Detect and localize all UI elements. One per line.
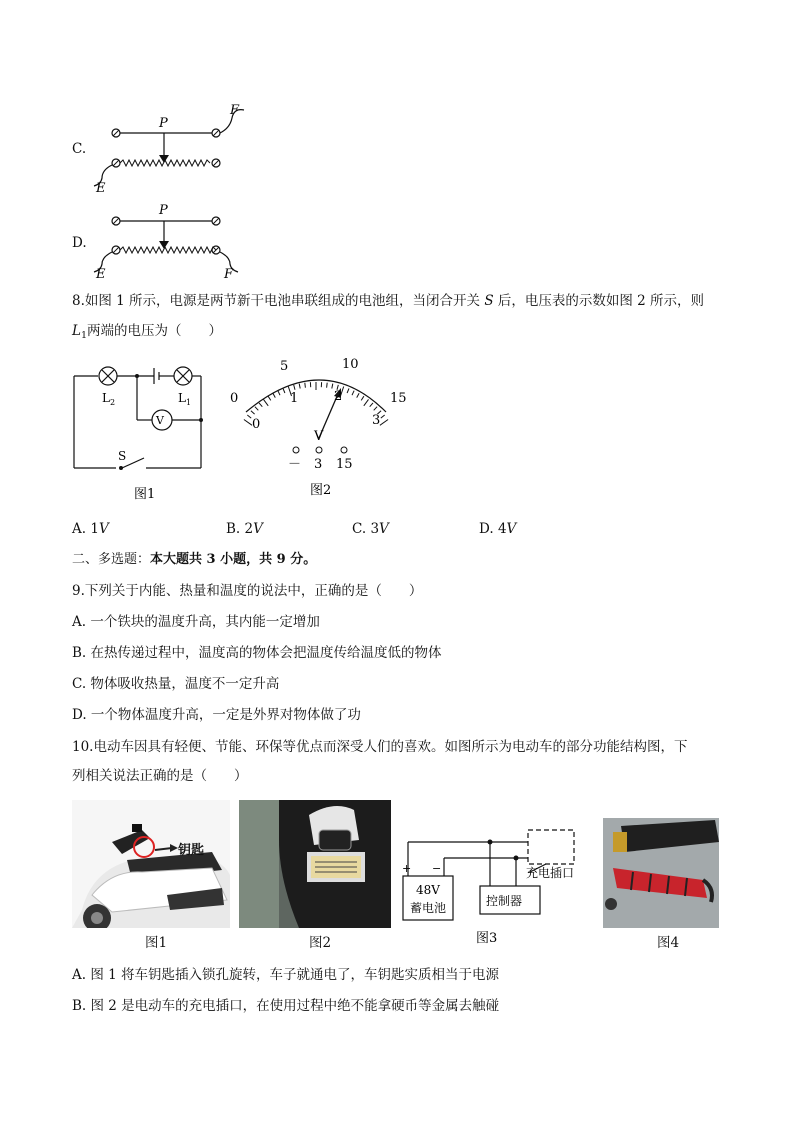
dial-tick <box>278 391 280 396</box>
dial-top-5: 5 <box>280 359 289 374</box>
terminal-minus: － <box>288 457 302 472</box>
fig1-l1-label: $L_1$ <box>178 391 192 407</box>
q8-stem-line1: 8.如图 1 所示，电源是两节新干电池串联组成的电池组，当闭合开关 S 后，电压表的示数如图 2 所示，则 <box>72 293 705 309</box>
dial-tick <box>264 399 269 405</box>
dial-tick <box>251 411 255 414</box>
dial-top-15: 15 <box>390 391 407 406</box>
q10-fig1-scooter-photo <box>72 800 230 928</box>
fig3-minus-sign: − <box>432 862 442 875</box>
dial-tick <box>247 415 251 418</box>
fig1-caption: 图1 <box>134 487 156 502</box>
q8-option-d: D. 4V <box>479 521 517 537</box>
fig1-key-label: 钥匙 <box>178 843 205 858</box>
q10-fig4-brake-handle-photo <box>603 818 719 928</box>
svg-text:E: E <box>96 267 106 282</box>
dial-bottom-3: 3 <box>372 413 381 428</box>
fig3-caption: 图3 <box>476 931 498 946</box>
dial-tick <box>259 403 262 407</box>
dial-tick <box>381 415 385 418</box>
fig3-battery-voltage: 48V <box>416 883 440 897</box>
dial-tick <box>294 385 295 390</box>
dial-top-0: 0 <box>230 391 239 406</box>
dial-tick <box>357 393 359 397</box>
dial-tick <box>273 393 275 397</box>
option-d-label: D. <box>72 235 87 251</box>
dial-tick <box>244 420 252 426</box>
terminal-3: 3 <box>314 457 323 472</box>
dial-unit: V <box>314 429 324 444</box>
dial-tick <box>283 388 285 393</box>
dial-tick <box>347 388 349 393</box>
dial-tick <box>255 407 258 411</box>
section-2-heading: 二、多选题：本大题共 3 小题，共 9 分。 <box>72 552 317 567</box>
dial-top-10: 10 <box>342 357 359 372</box>
q8-option-b: B. 2V <box>226 521 263 537</box>
q9-option-d: D. 一个物体温度升高，一定是外界对物体做了功 <box>72 707 361 723</box>
dial-tick <box>299 384 300 389</box>
option-c-rheostat-diagram <box>88 100 258 195</box>
label-e: E <box>96 181 106 195</box>
dial-tick <box>305 383 306 388</box>
fig3-charging-port-label: 充电插口 <box>526 866 575 880</box>
q9-stem: 9.下列关于内能、热量和温度的说法中，正确的是（ ） <box>72 583 423 599</box>
fig1-voltmeter-label: V <box>156 414 164 427</box>
dial-tick <box>370 403 373 407</box>
option-d-rheostat-diagram <box>88 196 258 282</box>
q9-option-c: C. 物体吸收热量，温度不一定升高 <box>72 676 280 692</box>
dial-tick <box>374 407 377 411</box>
q10-stem-line2: 列相关说法正确的是（ ） <box>72 768 248 784</box>
q9-option-a: A. 一个铁块的温度升高，其内能一定增加 <box>72 614 320 630</box>
dial-tick <box>380 420 388 426</box>
fig1-l2-label: $L_2$ <box>102 391 116 407</box>
svg-text:P: P <box>159 203 168 218</box>
q8-fig1-circuit <box>66 358 216 508</box>
terminal-15: 15 <box>336 457 353 472</box>
dial-tick <box>361 396 364 400</box>
dial-tick <box>352 391 354 396</box>
q10-option-b: B. 图 2 是电动车的充电插口，在使用过程中绝不能拿硬币等金属去触碰 <box>72 998 500 1014</box>
q10-fig4-caption: 图4 <box>657 935 680 951</box>
dial-bottom-2: 2 <box>334 389 343 404</box>
q10-stem-line1: 10.电动车因具有轻便、节能、环保等优点而深受人们的喜欢。如图所示为电动车的部分功能结构图，下 <box>72 739 688 755</box>
q10-fig1-caption: 图1 <box>145 935 168 951</box>
q8-option-c: C. 3V <box>352 521 389 537</box>
dial-tick <box>268 396 271 400</box>
fig3-battery-name: 蓄电池 <box>410 901 447 915</box>
q8-stem-line2: $L_1$两端的电压为（ ） <box>72 323 223 341</box>
q9-option-b: B. 在热传递过程中，温度高的物体会把温度传给温度低的物体 <box>72 645 442 661</box>
q10-fig2-charging-port-photo <box>239 800 391 928</box>
fig1-switch-label: S <box>118 449 127 463</box>
label-f: F <box>230 103 240 118</box>
q8-fig2-voltmeter-dial <box>226 350 416 502</box>
fig3-plus-sign: + <box>402 862 412 875</box>
label-p: P <box>159 116 168 131</box>
dial-tick <box>332 384 333 389</box>
option-c-label: C. <box>72 141 87 157</box>
dial-tick <box>327 383 328 388</box>
q10-fig2-caption: 图2 <box>309 935 332 951</box>
svg-text:F: F <box>224 267 234 282</box>
q10-fig3-circuit <box>398 800 598 950</box>
dial-tick <box>364 399 369 405</box>
dial-bottom-0: 0 <box>252 417 261 432</box>
q8-option-a: A. 1V <box>72 521 109 537</box>
fig3-controller-label: 控制器 <box>486 894 523 908</box>
dial-bottom-1: 1 <box>290 391 299 406</box>
q10-option-a: A. 图 1 将车钥匙插入锁孔旋转，车子就通电了，车钥匙实质相当于电源 <box>72 967 500 983</box>
fig2-caption: 图2 <box>310 483 332 498</box>
